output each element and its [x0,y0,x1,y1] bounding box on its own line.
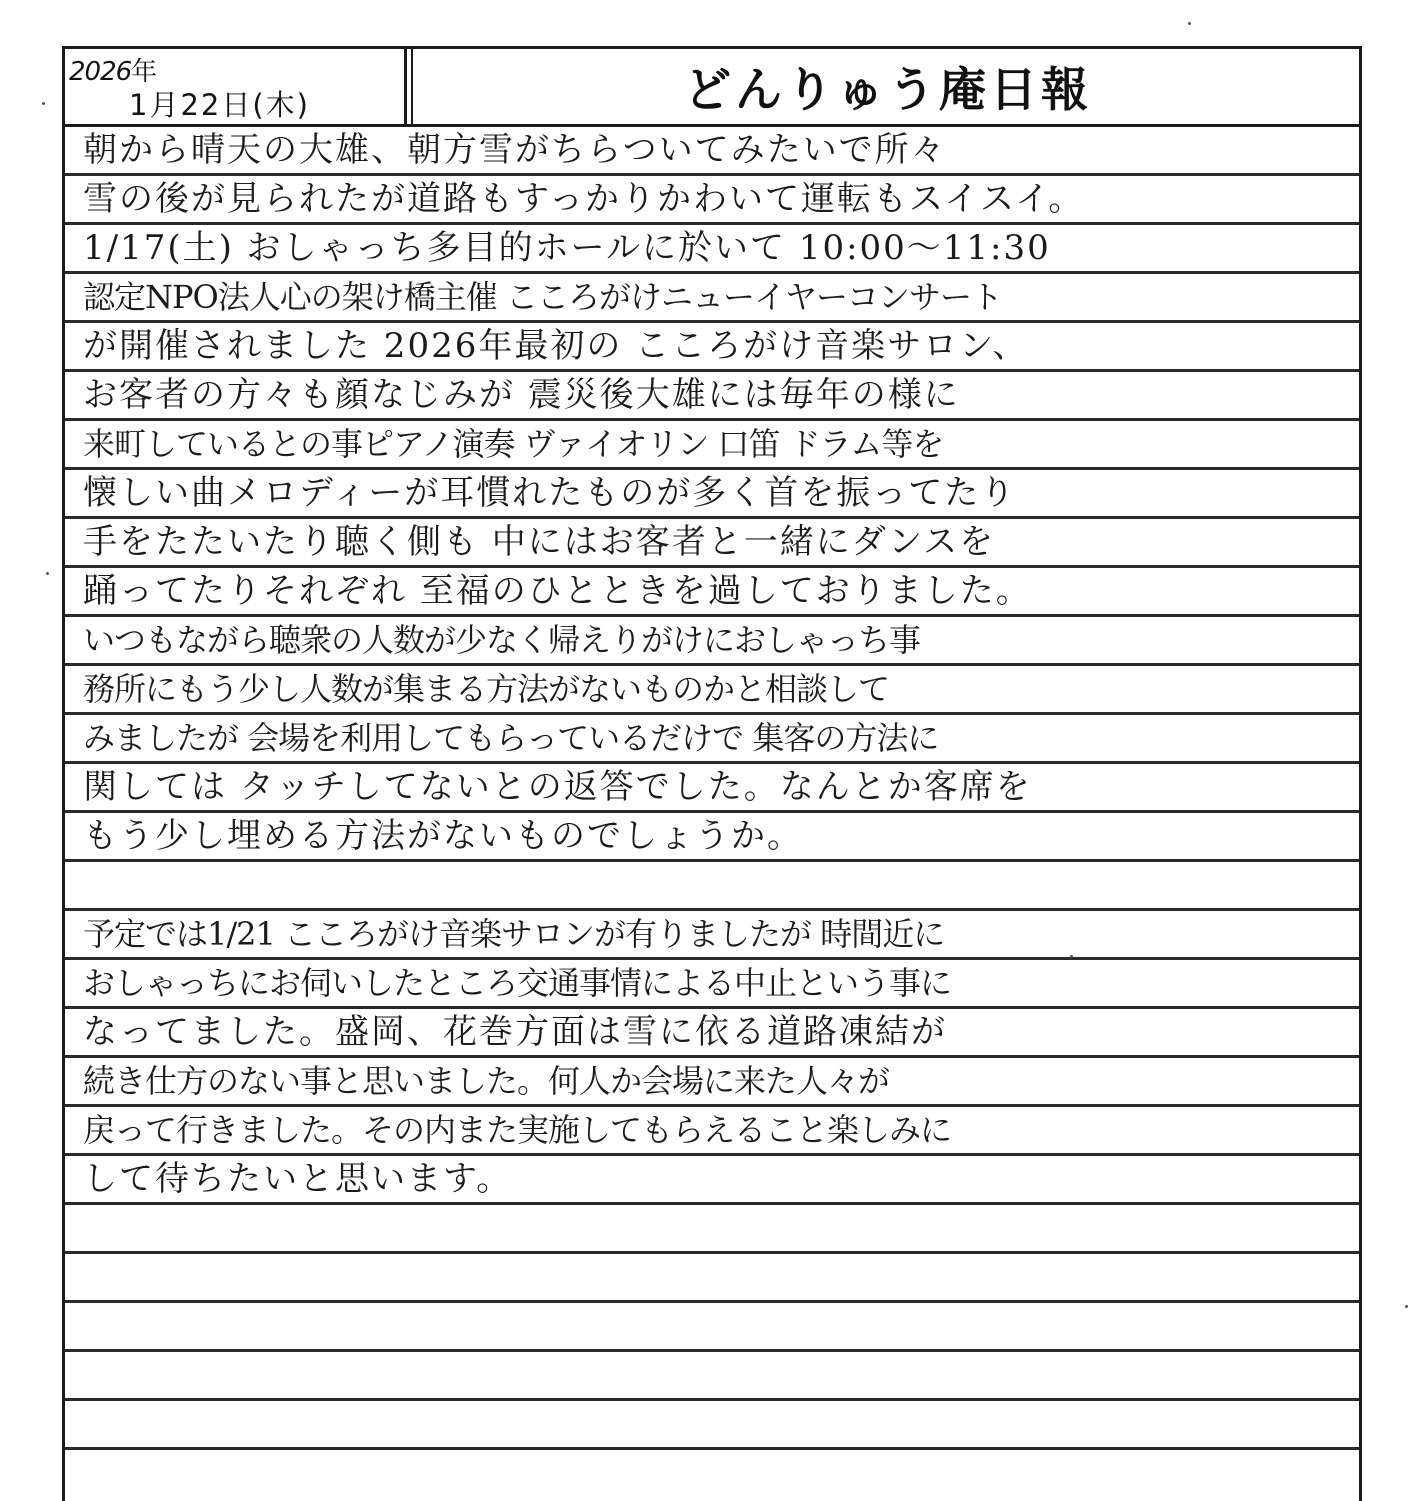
text-line: 来町しているとの事ピアノ演奏 ヴァイオリン 口笛 ドラム等を [65,421,1359,470]
text-line: 認定NPO法人心の架け橋主催 こころがけニューイヤーコンサート [65,274,1359,323]
text-line: して待ちたいと思います。 [65,1156,1359,1205]
year-suffix: 年 [131,57,158,87]
diary-sheet [62,46,1362,1501]
month-day: 1月22日(木) [129,88,310,122]
text-line: みましたが 会場を利用してもらっているだけで 集客の方法に [65,715,1359,764]
text-line: おしゃっちにお伺いしたところ交通事情による中止という事に [65,960,1359,1009]
text-line: 雪の後が見られたが道路もすっかりかわいて運転もスイスイ。 [65,176,1359,225]
text-line: 踊ってたりそれぞれ 至福のひとときを過しておりました。 [65,568,1359,617]
text-line: 戻って行きました。その内また実施してもらえること楽しみに [65,1107,1359,1156]
text-line [65,1303,1359,1352]
scan-speck [1405,1305,1408,1308]
text-line: 関しては タッチしてないとの返答でした。なんとか客席を [65,764,1359,813]
text-line: お客者の方々も顔なじみが 震災後大雄には毎年の様に [65,372,1359,421]
text-line [65,1205,1359,1254]
header-divider [411,49,413,124]
text-line: が開催されました 2026年最初の こころがけ音楽サロン、 [65,323,1359,372]
year-value: 2026 [69,57,132,87]
text-line: 1/17(土) おしゃっち多目的ホールに於いて 10:00〜11:30 [65,225,1359,274]
text-line: 朝から晴天の大雄、朝方雪がちらついてみたいで所々 [65,127,1359,176]
page-title: どんりゅう庵日報 [684,63,1092,118]
text-line [65,1352,1359,1401]
scan-speck [42,102,45,105]
text-line: 務所にもう少し人数が集まる方法がないものかと相談して [65,666,1359,715]
header-row [65,49,1359,127]
text-line: いつもながら聴衆の人数が少なく帰えりがけにおしゃっち事 [65,617,1359,666]
text-line [65,1254,1359,1303]
text-line: 懐しい曲メロディーが耳慣れたものが多く首を振ってたり [65,470,1359,519]
text-line: なってました。盛岡、花巻方面は雪に依る道路凍結が [65,1009,1359,1058]
scan-speck [1070,955,1073,958]
scan-speck [1188,22,1191,25]
text-line: もう少し埋める方法がないものでしょうか。 [65,813,1359,862]
date-cell [65,49,407,124]
text-line: 予定では1/21 こころがけ音楽サロンが有りましたが 時間近に [65,911,1359,960]
text-line: 手をたたいたり聴く側も 中にはお客者と一緒にダンスを [65,519,1359,568]
text-line [65,862,1359,911]
text-line: 続き仕方のない事と思いました。何人か会場に来た人々が [65,1058,1359,1107]
ruled-lines [65,127,1359,1450]
text-line [65,1401,1359,1450]
scan-speck [46,572,49,575]
